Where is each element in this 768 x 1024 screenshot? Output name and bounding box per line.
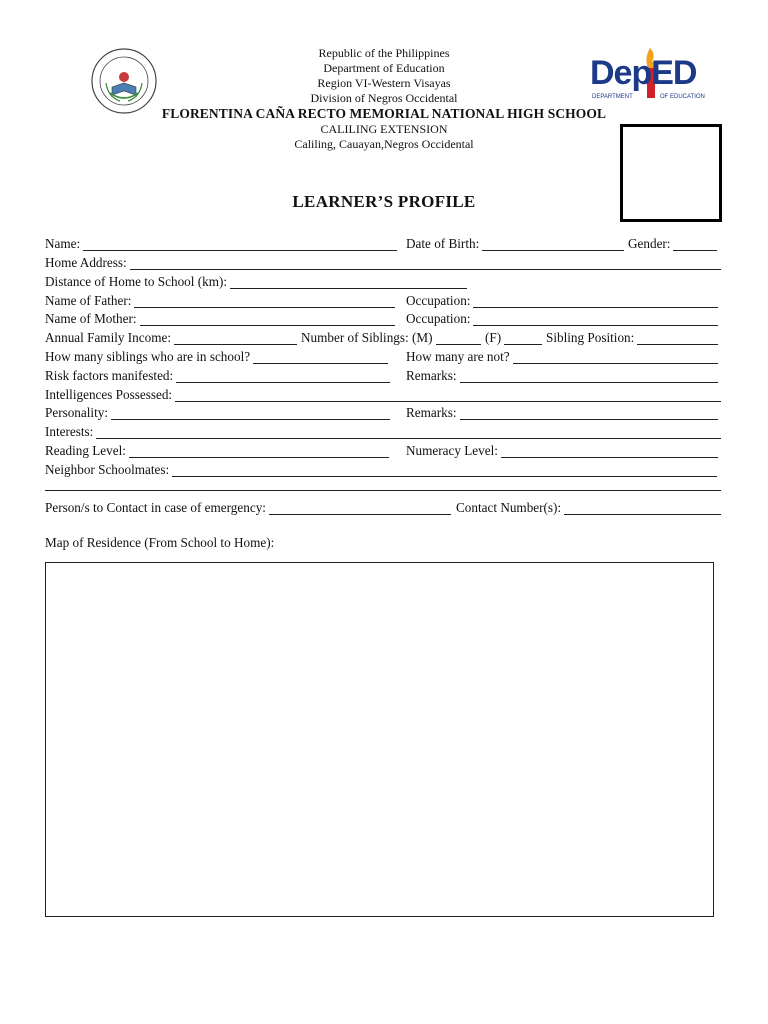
gender-field[interactable] [628, 233, 717, 251]
row-mother [45, 308, 721, 326]
home-address-field[interactable] [45, 252, 721, 270]
mother-occupation-label: Occupation: [406, 311, 471, 326]
father-occupation-field[interactable] [406, 290, 718, 308]
header-department: Department of Education [323, 61, 445, 75]
emergency-contact-field[interactable] [45, 497, 451, 515]
distance-field[interactable] [45, 271, 467, 289]
dob-field[interactable] [406, 233, 624, 251]
row-personality [45, 402, 721, 420]
row-interests [45, 421, 721, 439]
home-address-label: Home Address: [45, 255, 127, 270]
risk-factors-label: Risk factors manifested: [45, 368, 174, 383]
risk-remarks-field[interactable] [406, 365, 718, 383]
page-title: LEARNER’S PROFILE [292, 192, 476, 211]
reading-level-field[interactable] [45, 440, 389, 458]
income-label: Annual Family Income: [45, 330, 171, 345]
father-field[interactable] [45, 290, 395, 308]
row-intelligences [45, 384, 721, 402]
row-income-siblings [45, 327, 721, 345]
neighbor-extra-line[interactable] [45, 490, 721, 491]
numeracy-level-field[interactable] [406, 440, 718, 458]
mother-occupation-field[interactable] [406, 308, 718, 326]
neighbor-schoolmates-label: Neighbor Schoolmates: [45, 462, 170, 477]
row-neighbor [45, 459, 721, 477]
row-emergency [45, 497, 721, 515]
personality-field[interactable] [45, 402, 390, 420]
map-of-residence-box[interactable] [45, 562, 714, 917]
interests-label: Interests: [45, 424, 94, 439]
neighbor-schoolmates-field[interactable] [45, 459, 717, 477]
personality-remarks-label: Remarks: [406, 405, 457, 420]
intelligences-field[interactable] [45, 384, 721, 402]
intelligences-label: Intelligences Possessed: [45, 387, 173, 402]
mother-field[interactable] [45, 308, 395, 326]
numeracy-level-label: Numeracy Level: [406, 443, 498, 458]
row-home-address [45, 252, 721, 270]
income-field[interactable] [45, 327, 297, 345]
reading-level-label: Reading Level: [45, 443, 126, 458]
personality-label: Personality: [45, 405, 109, 420]
map-label: Map of Residence (From School to Home): [45, 535, 275, 550]
siblings-m-label: Number of Siblings: (M) [301, 330, 433, 345]
father-occupation-label: Occupation: [406, 293, 471, 308]
distance-label: Distance of Home to School (km): [45, 274, 228, 289]
deped-sub-left: DEPARTMENT [592, 94, 633, 100]
sibling-position-field[interactable] [546, 327, 718, 345]
school-address: Caliling, Cauayan,Negros Occidental [294, 137, 474, 151]
sibling-position-label: Sibling Position: [546, 330, 635, 345]
row-name [45, 233, 721, 251]
contact-number-label: Contact Number(s): [456, 500, 562, 515]
name-label: Name: [45, 236, 81, 251]
contact-number-field[interactable] [456, 497, 721, 515]
siblings-m-field[interactable] [301, 327, 481, 345]
deped-logo-text: DepED [590, 54, 697, 92]
mother-label: Name of Mother: [45, 311, 137, 326]
siblings-in-school-field[interactable] [45, 346, 388, 364]
father-label: Name of Father: [45, 293, 132, 308]
siblings-in-school-label: How many siblings who are in school? [45, 349, 251, 364]
siblings-not-label: How many are not? [406, 349, 510, 364]
name-field[interactable] [45, 233, 397, 251]
row-siblings-school [45, 346, 721, 364]
risk-remarks-label: Remarks: [406, 368, 457, 383]
row-distance [45, 271, 721, 289]
header-republic: Republic of the Philippines [318, 46, 450, 60]
row-father [45, 290, 721, 308]
row-levels [45, 440, 721, 458]
deped-sub-right: OF EDUCATION [660, 94, 705, 100]
siblings-f-label: (F) [485, 330, 502, 345]
row-risk [45, 365, 721, 383]
gender-label: Gender: [628, 236, 671, 251]
dob-label: Date of Birth: [406, 236, 480, 251]
personality-remarks-field[interactable] [406, 402, 718, 420]
school-name: FLORENTINA CAÑA RECTO MEMORIAL NATIONAL HIGH SCHOOL [161, 106, 607, 121]
header-division: Division of Negros Occidental [310, 91, 458, 105]
siblings-f-field[interactable] [485, 327, 542, 345]
interests-field[interactable] [45, 421, 721, 439]
risk-factors-field[interactable] [45, 365, 390, 383]
school-extension: CALILING EXTENSION [320, 122, 448, 136]
header-region: Region VI-Western Visayas [317, 76, 451, 90]
emergency-contact-label: Person/s to Contact in case of emergency: [45, 500, 266, 515]
siblings-not-field[interactable] [406, 346, 718, 364]
